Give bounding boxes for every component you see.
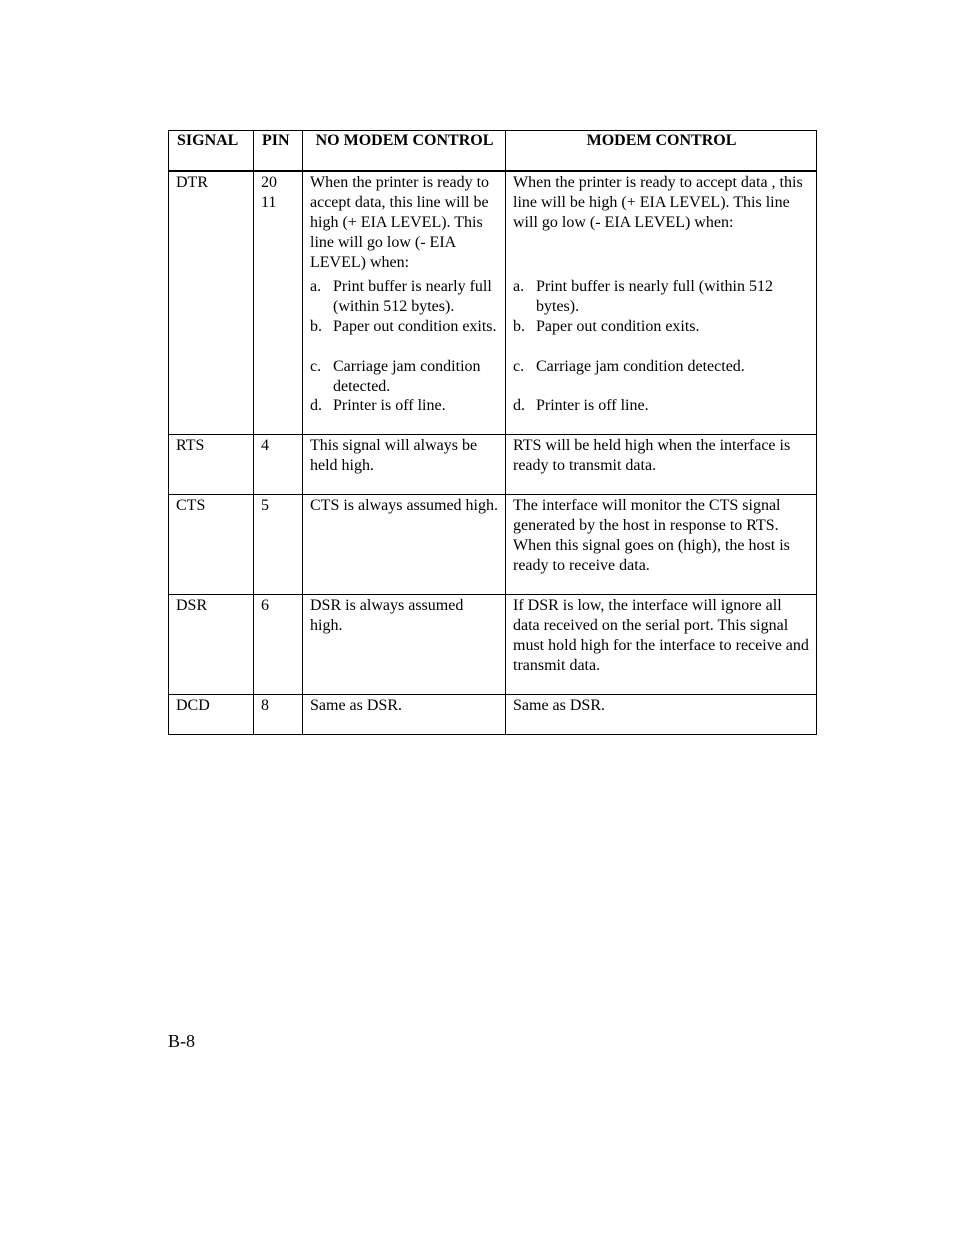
cell-signal-dsr — [169, 594, 254, 694]
list-item — [513, 277, 809, 317]
list-item-text: Print buffer is nearly full (within 512 bytes). — [333, 277, 492, 315]
modem-description: Same as DSR. — [513, 696, 605, 714]
no-modem-description: Same as DSR. — [310, 696, 402, 714]
list-marker: c. — [513, 357, 525, 375]
cell-modem-cts — [506, 494, 817, 594]
cell-no-modem-rts — [303, 434, 506, 494]
table-header-row — [169, 131, 817, 171]
list-item-text: Printer is off line. — [333, 396, 446, 414]
header-signal: SIGNAL — [169, 131, 254, 171]
cell-pin-dcd — [254, 694, 303, 734]
no-modem-description: When the printer is ready to accept data, this line will be high (+ EIA LEVEL). This line will go low (- EIA LEVEL) when: — [310, 173, 490, 271]
pin-number: 6 — [261, 596, 269, 614]
cell-modem-dcd — [506, 694, 817, 734]
header-no-modem-control: NO MODEM CONTROL — [303, 131, 506, 171]
list-item — [513, 396, 809, 416]
list-marker: a. — [513, 277, 525, 295]
cell-signal-rts — [169, 434, 254, 494]
cell-modem-rts — [506, 434, 817, 494]
list-marker: c. — [310, 357, 322, 375]
pin-number: 5 — [261, 496, 269, 514]
page-number: B-8 — [168, 1031, 195, 1051]
no-modem-description: This signal will always be held high. — [310, 436, 478, 474]
modem-description: RTS will be held high when the interface is ready to transmit data. — [513, 436, 791, 474]
list-item — [310, 277, 498, 317]
cell-signal-dcd — [169, 694, 254, 734]
signal-table — [168, 130, 817, 735]
no-modem-conditions-list — [310, 277, 498, 416]
modem-description: When the printer is ready to accept data , this line will be high (+ EIA LEVEL). This line will go low (- EIA LEVEL) when: — [513, 173, 803, 231]
no-modem-description: CTS is always assumed high. — [310, 496, 498, 514]
list-marker: a. — [310, 277, 322, 295]
signal-name: DSR — [176, 596, 208, 614]
table-row-dcd — [169, 694, 817, 734]
cell-modem-dtr — [506, 171, 817, 435]
cell-signal-dtr — [169, 171, 254, 435]
pin-number: 11 — [261, 193, 277, 211]
signal-name: CTS — [176, 496, 206, 514]
cell-pin-dtr — [254, 171, 303, 435]
list-marker: b. — [310, 317, 322, 335]
list-item — [310, 396, 498, 416]
cell-modem-dsr — [506, 594, 817, 694]
cell-no-modem-dcd — [303, 694, 506, 734]
list-item-text: Carriage jam condition detected. — [536, 357, 745, 375]
cell-no-modem-dsr — [303, 594, 506, 694]
cell-pin-cts — [254, 494, 303, 594]
list-marker: d. — [310, 396, 322, 414]
list-marker: b. — [513, 317, 525, 335]
signal-name: RTS — [176, 436, 205, 454]
table-row-dsr — [169, 594, 817, 694]
list-item-text: Paper out condition exits. — [333, 317, 497, 335]
list-item — [513, 357, 809, 397]
cell-pin-rts — [254, 434, 303, 494]
table-row-dtr — [169, 171, 817, 435]
list-item — [310, 357, 498, 397]
header-pin: PIN — [254, 131, 303, 171]
cell-pin-dsr — [254, 594, 303, 694]
pin-number: 20 — [261, 173, 277, 191]
pin-number: 8 — [261, 696, 269, 714]
list-item — [513, 317, 809, 357]
table-row-cts — [169, 494, 817, 594]
cell-signal-cts — [169, 494, 254, 594]
signal-name: DCD — [176, 696, 210, 714]
list-item-text: Paper out condition exits. — [536, 317, 700, 335]
signal-name: DTR — [176, 173, 208, 191]
list-item — [310, 317, 498, 357]
pin-number: 4 — [261, 436, 269, 454]
list-item-text: Print buffer is nearly full (within 512 bytes). — [536, 277, 773, 315]
list-item-text: Printer is off line. — [536, 396, 649, 414]
modem-conditions-list — [513, 277, 809, 416]
list-item-text: Carriage jam condition detected. — [333, 357, 481, 395]
list-marker: d. — [513, 396, 525, 414]
modem-description: The interface will monitor the CTS signal generated by the host in response to RTS. When this signal goes on (high), the host is ready to receive data. — [513, 496, 790, 574]
header-modem-control: MODEM CONTROL — [506, 131, 817, 171]
modem-description: If DSR is low, the interface will ignore all data received on the serial port. This signal must hold high for the interface to receive and transmit data. — [513, 596, 809, 674]
no-modem-description: DSR is always assumed high. — [310, 596, 464, 634]
cell-no-modem-dtr — [303, 171, 506, 435]
cell-no-modem-cts — [303, 494, 506, 594]
table-row-rts — [169, 434, 817, 494]
